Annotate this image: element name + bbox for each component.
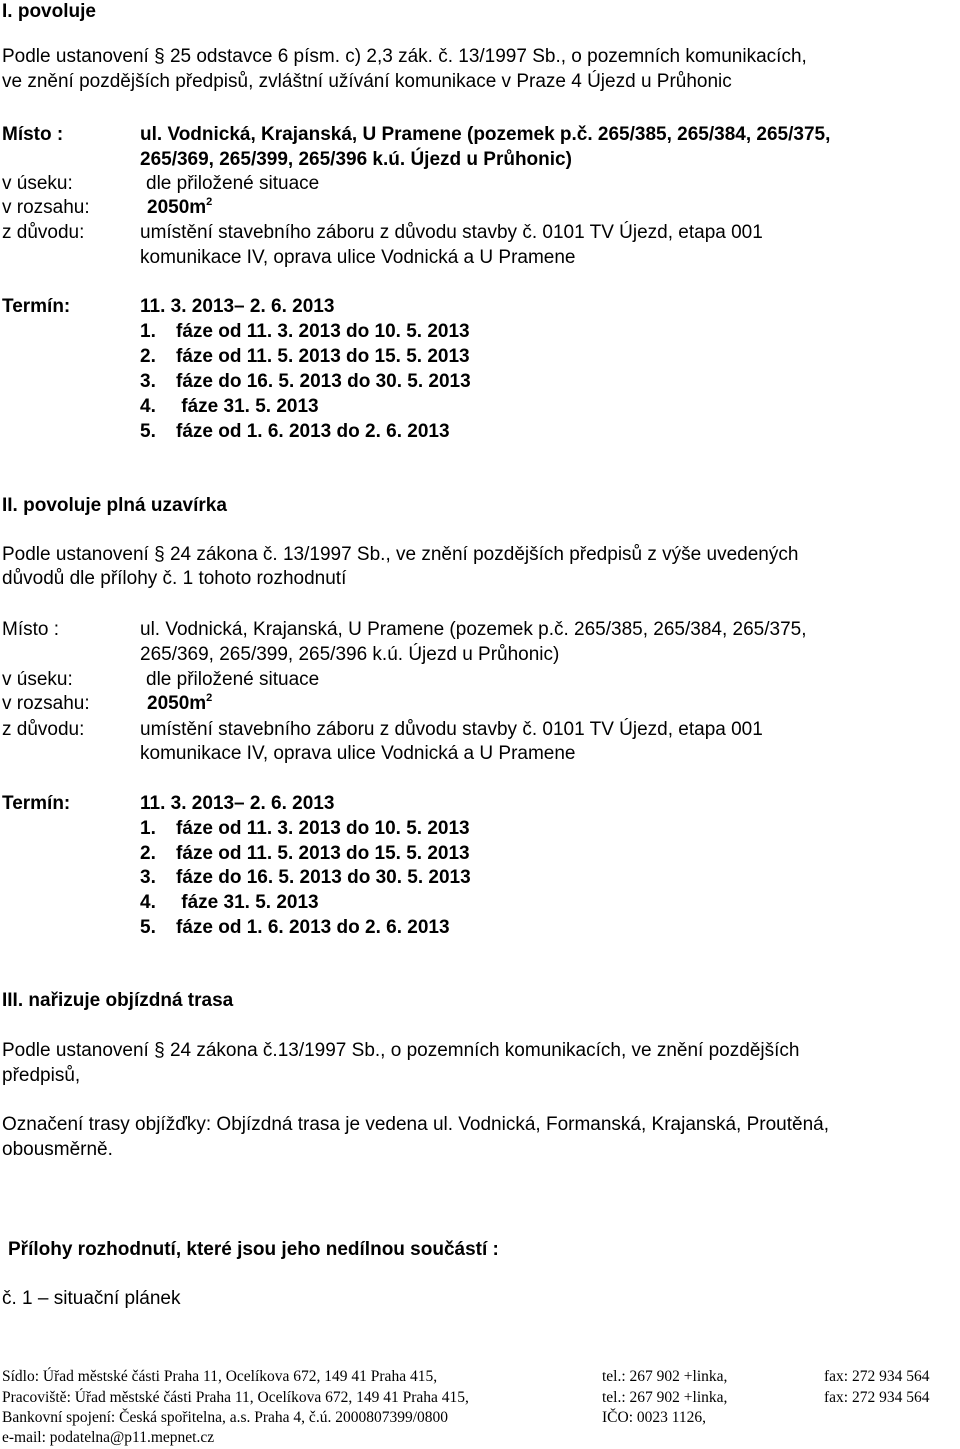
phase-item bbox=[140, 371, 471, 393]
misto-label: Místo : bbox=[2, 124, 64, 145]
footer-bank: Bankovní spojení: Česká spořitelna, a.s. Praha 4, č.ú. 2000807399/0800 bbox=[2, 1409, 448, 1426]
phase-number: 1. bbox=[140, 321, 156, 342]
phase-item bbox=[140, 867, 471, 889]
phase-number: 2. bbox=[140, 346, 156, 367]
section-1-rozsahu-row bbox=[2, 197, 958, 219]
phase-number: 5. bbox=[140, 917, 156, 938]
section-1-duvodu-row bbox=[2, 222, 958, 244]
section-2-termin-row bbox=[2, 793, 958, 815]
footer-fax: fax: 272 934 564 bbox=[824, 1389, 930, 1406]
phase-text: fáze od 1. 6. 2013 do 2. 6. 2013 bbox=[176, 421, 450, 442]
useku-value: dle přiložené situace bbox=[146, 669, 320, 690]
duvodu-label: z důvodu: bbox=[2, 719, 85, 740]
phase-number: 1. bbox=[140, 818, 156, 839]
phase-text: fáze od 11. 3. 2013 do 10. 5. 2013 bbox=[176, 321, 470, 342]
section-1-termin-row bbox=[2, 296, 958, 318]
misto-line-1: ul. Vodnická, Krajanská, U Pramene (pozemek p.č. 265/385, 265/384, 265/375, bbox=[140, 619, 807, 640]
section-3-legal-line-2: předpisů, bbox=[2, 1065, 81, 1086]
section-1-misto-row-2 bbox=[2, 149, 958, 171]
rozsahu-unit-exponent: 2 bbox=[206, 196, 213, 208]
phase-text: fáze od 11. 5. 2013 do 15. 5. 2013 bbox=[176, 346, 470, 367]
attachment-item-1: č. 1 – situační plánek bbox=[2, 1288, 181, 1309]
phase-number: 2. bbox=[140, 843, 156, 864]
phase-text: fáze do 16. 5. 2013 do 30. 5. 2013 bbox=[176, 867, 471, 888]
phase-number: 4. bbox=[140, 892, 156, 913]
section-2-duvodu-row-2 bbox=[2, 743, 958, 765]
phase-text: fáze od 11. 5. 2013 do 15. 5. 2013 bbox=[176, 843, 470, 864]
misto-line-1: ul. Vodnická, Krajanská, U Pramene (pozemek p.č. 265/385, 265/384, 265/375, bbox=[140, 124, 831, 145]
useku-label: v úseku: bbox=[2, 669, 73, 690]
rozsahu-value bbox=[147, 197, 958, 219]
phase-text: fáze od 1. 6. 2013 do 2. 6. 2013 bbox=[176, 917, 450, 938]
section-2-heading: II. povoluje plná uzavírka bbox=[2, 495, 227, 516]
phase-item bbox=[140, 421, 450, 443]
footer-phone: tel.: 267 902 +linka, bbox=[602, 1389, 728, 1406]
misto-label: Místo : bbox=[2, 619, 60, 640]
section-1-legal-line-1: Podle ustanovení § 25 odstavce 6 písm. c) 2,3 zák. č. 13/1997 Sb., o pozemních komunikacích, bbox=[2, 46, 807, 67]
phase-item bbox=[140, 321, 470, 343]
phase-item bbox=[140, 396, 319, 418]
useku-label: v úseku: bbox=[2, 173, 73, 194]
section-2-misto-row bbox=[2, 619, 958, 641]
section-2-misto-row-2 bbox=[2, 644, 958, 666]
duvodu-line-1: umístění stavebního záboru z důvodu stavby č. 0101 TV Újezd, etapa 001 bbox=[140, 222, 763, 243]
section-2-legal-line-1: Podle ustanovení § 24 zákona č. 13/1997 Sb., ve znění pozdějších předpisů z výše uvedených bbox=[2, 544, 799, 565]
duvodu-line-2: komunikace IV, oprava ulice Vodnická a U Pramene bbox=[140, 743, 576, 764]
rozsahu-value bbox=[147, 693, 958, 715]
rozsahu-amount: 2050m bbox=[147, 197, 207, 218]
footer-phone: tel.: 267 902 +linka, bbox=[602, 1368, 728, 1385]
phase-number: 4. bbox=[140, 396, 156, 417]
duvodu-label: z důvodu: bbox=[2, 222, 85, 243]
section-2-legal-line-2: důvodů dle přílohy č. 1 tohoto rozhodnutí bbox=[2, 568, 347, 589]
termin-value: 11. 3. 2013– 2. 6. 2013 bbox=[140, 296, 335, 317]
footer-address: Sídlo: Úřad městské části Praha 11, Ocelíkova 672, 149 41 Praha 415, bbox=[2, 1368, 438, 1385]
rozsahu-unit-exponent: 2 bbox=[206, 692, 213, 704]
phase-number: 5. bbox=[140, 421, 156, 442]
section-2-rozsahu-row bbox=[2, 693, 958, 715]
misto-line-2: 265/369, 265/399, 265/396 k.ú. Újezd u Průhonic) bbox=[140, 149, 572, 170]
footer-workplace: Pracoviště: Úřad městské části Praha 11, Ocelíkova 672, 149 41 Praha 415, bbox=[2, 1389, 469, 1406]
section-3-legal-line-1: Podle ustanovení § 24 zákona č.13/1997 Sb., o pozemních komunikacích, ve znění pozdějších bbox=[2, 1040, 800, 1061]
route-line-2: obousměrně. bbox=[2, 1139, 113, 1160]
section-2-useku-row bbox=[2, 669, 958, 691]
route-line-1: Označení trasy objížďky: Objízdná trasa je vedena ul. Vodnická, Formanská, Krajanská, Proutěná, bbox=[2, 1114, 829, 1135]
phase-text: fáze 31. 5. 2013 bbox=[176, 892, 319, 913]
attachments-heading: Přílohy rozhodnutí, které jsou jeho nedílnou součástí : bbox=[8, 1239, 499, 1260]
section-3-heading: III. nařizuje objízdná trasa bbox=[2, 990, 234, 1011]
phase-text: fáze do 16. 5. 2013 do 30. 5. 2013 bbox=[176, 371, 471, 392]
termin-label: Termín: bbox=[2, 296, 71, 317]
section-1-useku-row bbox=[2, 173, 958, 195]
section-1-duvodu-row-2 bbox=[2, 247, 958, 269]
phase-number: 3. bbox=[140, 867, 156, 888]
section-2-duvodu-row bbox=[2, 719, 958, 741]
footer-email: e-mail: podatelna@p11.mepnet.cz bbox=[2, 1429, 215, 1446]
phase-item bbox=[140, 917, 450, 939]
phase-text: fáze 31. 5. 2013 bbox=[176, 396, 319, 417]
misto-line-2: 265/369, 265/399, 265/396 k.ú. Újezd u Průhonic) bbox=[140, 644, 560, 665]
useku-value: dle přiložené situace bbox=[146, 173, 320, 194]
duvodu-line-2: komunikace IV, oprava ulice Vodnická a U Pramene bbox=[140, 247, 576, 268]
phase-number: 3. bbox=[140, 371, 156, 392]
rozsahu-label: v rozsahu: bbox=[2, 693, 90, 714]
termin-value: 11. 3. 2013– 2. 6. 2013 bbox=[140, 793, 335, 814]
footer-ico: IČO: 0023 1126, bbox=[602, 1409, 707, 1426]
phase-item bbox=[140, 346, 470, 368]
termin-label: Termín: bbox=[2, 793, 71, 814]
section-1-misto-row bbox=[2, 124, 958, 146]
duvodu-line-1: umístění stavebního záboru z důvodu stavby č. 0101 TV Újezd, etapa 001 bbox=[140, 719, 763, 740]
section-1-legal-line-2: ve znění pozdějších předpisů, zvláštní užívání komunikace v Praze 4 Újezd u Průhonic bbox=[2, 71, 732, 92]
rozsahu-label: v rozsahu: bbox=[2, 197, 90, 218]
phase-item bbox=[140, 843, 470, 865]
rozsahu-amount: 2050m bbox=[147, 693, 207, 714]
section-1-heading: I. povoluje bbox=[2, 1, 96, 22]
phase-text: fáze od 11. 3. 2013 do 10. 5. 2013 bbox=[176, 818, 470, 839]
phase-item bbox=[140, 818, 470, 840]
footer-fax: fax: 272 934 564 bbox=[824, 1368, 930, 1385]
phase-item bbox=[140, 892, 319, 914]
